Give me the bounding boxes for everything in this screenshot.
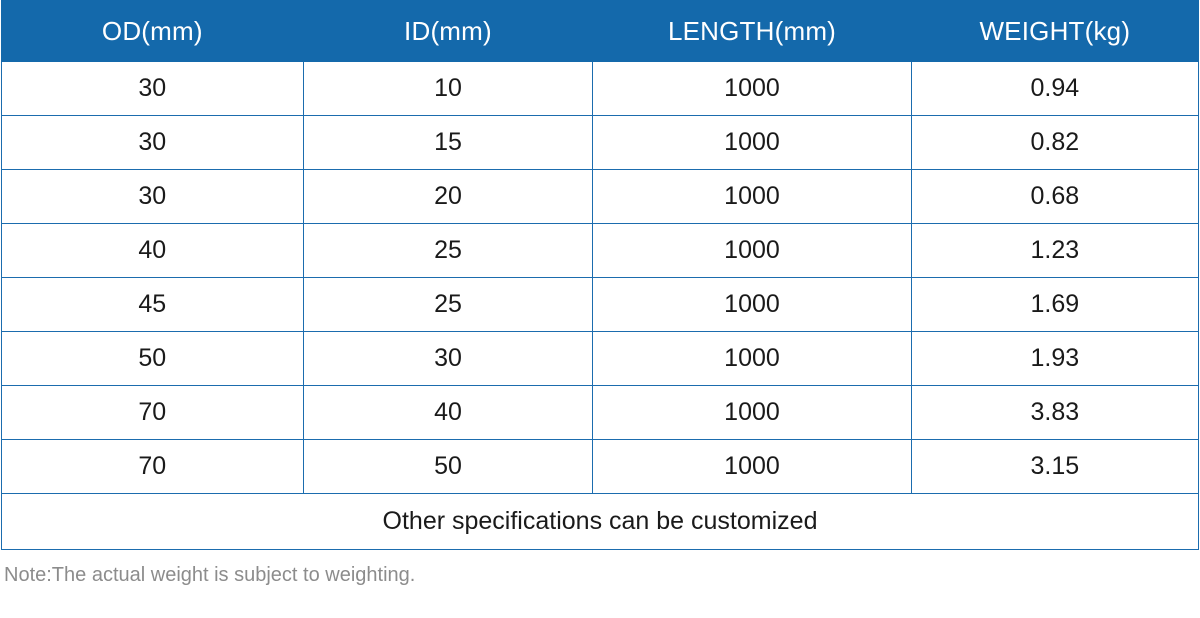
cell-weight: 1.69: [911, 278, 1198, 332]
cell-weight: 0.68: [911, 170, 1198, 224]
table-row: [2, 170, 1199, 224]
cell-length: 1000: [593, 116, 911, 170]
custom-specifications-note: Other specifications can be customized: [2, 494, 1199, 550]
column-header-od: OD(mm): [2, 1, 304, 62]
cell-length: 1000: [593, 386, 911, 440]
cell-length: 1000: [593, 170, 911, 224]
table-row: [2, 386, 1199, 440]
cell-id: 10: [303, 62, 593, 116]
cell-od: 30: [2, 62, 304, 116]
cell-id: 50: [303, 440, 593, 494]
cell-od: 70: [2, 386, 304, 440]
cell-id: 25: [303, 224, 593, 278]
cell-length: 1000: [593, 440, 911, 494]
cell-od: 30: [2, 170, 304, 224]
column-header-id: ID(mm): [303, 1, 593, 62]
column-header-length: LENGTH(mm): [593, 1, 911, 62]
table-header-row: [2, 1, 1199, 62]
cell-od: 50: [2, 332, 304, 386]
table-body: [2, 62, 1199, 550]
table-row: [2, 278, 1199, 332]
cell-id: 25: [303, 278, 593, 332]
cell-length: 1000: [593, 278, 911, 332]
cell-length: 1000: [593, 224, 911, 278]
table-footer-row: [2, 494, 1199, 550]
cell-weight: 3.15: [911, 440, 1198, 494]
table-row: [2, 332, 1199, 386]
cell-weight: 0.94: [911, 62, 1198, 116]
cell-id: 40: [303, 386, 593, 440]
column-header-weight: WEIGHT(kg): [911, 1, 1198, 62]
cell-id: 15: [303, 116, 593, 170]
table-header: [2, 1, 1199, 62]
cell-od: 40: [2, 224, 304, 278]
table-row: [2, 224, 1199, 278]
cell-id: 30: [303, 332, 593, 386]
table-row: [2, 116, 1199, 170]
table-row: [2, 62, 1199, 116]
cell-weight: 3.83: [911, 386, 1198, 440]
cell-id: 20: [303, 170, 593, 224]
table-row: [2, 440, 1199, 494]
cell-od: 70: [2, 440, 304, 494]
cell-length: 1000: [593, 62, 911, 116]
cell-od: 45: [2, 278, 304, 332]
cell-od: 30: [2, 116, 304, 170]
cell-weight: 1.23: [911, 224, 1198, 278]
cell-weight: 0.82: [911, 116, 1198, 170]
weight-disclaimer-note: Note:The actual weight is subject to weighting.: [4, 564, 416, 586]
specifications-table: [1, 0, 1199, 550]
cell-length: 1000: [593, 332, 911, 386]
cell-weight: 1.93: [911, 332, 1198, 386]
